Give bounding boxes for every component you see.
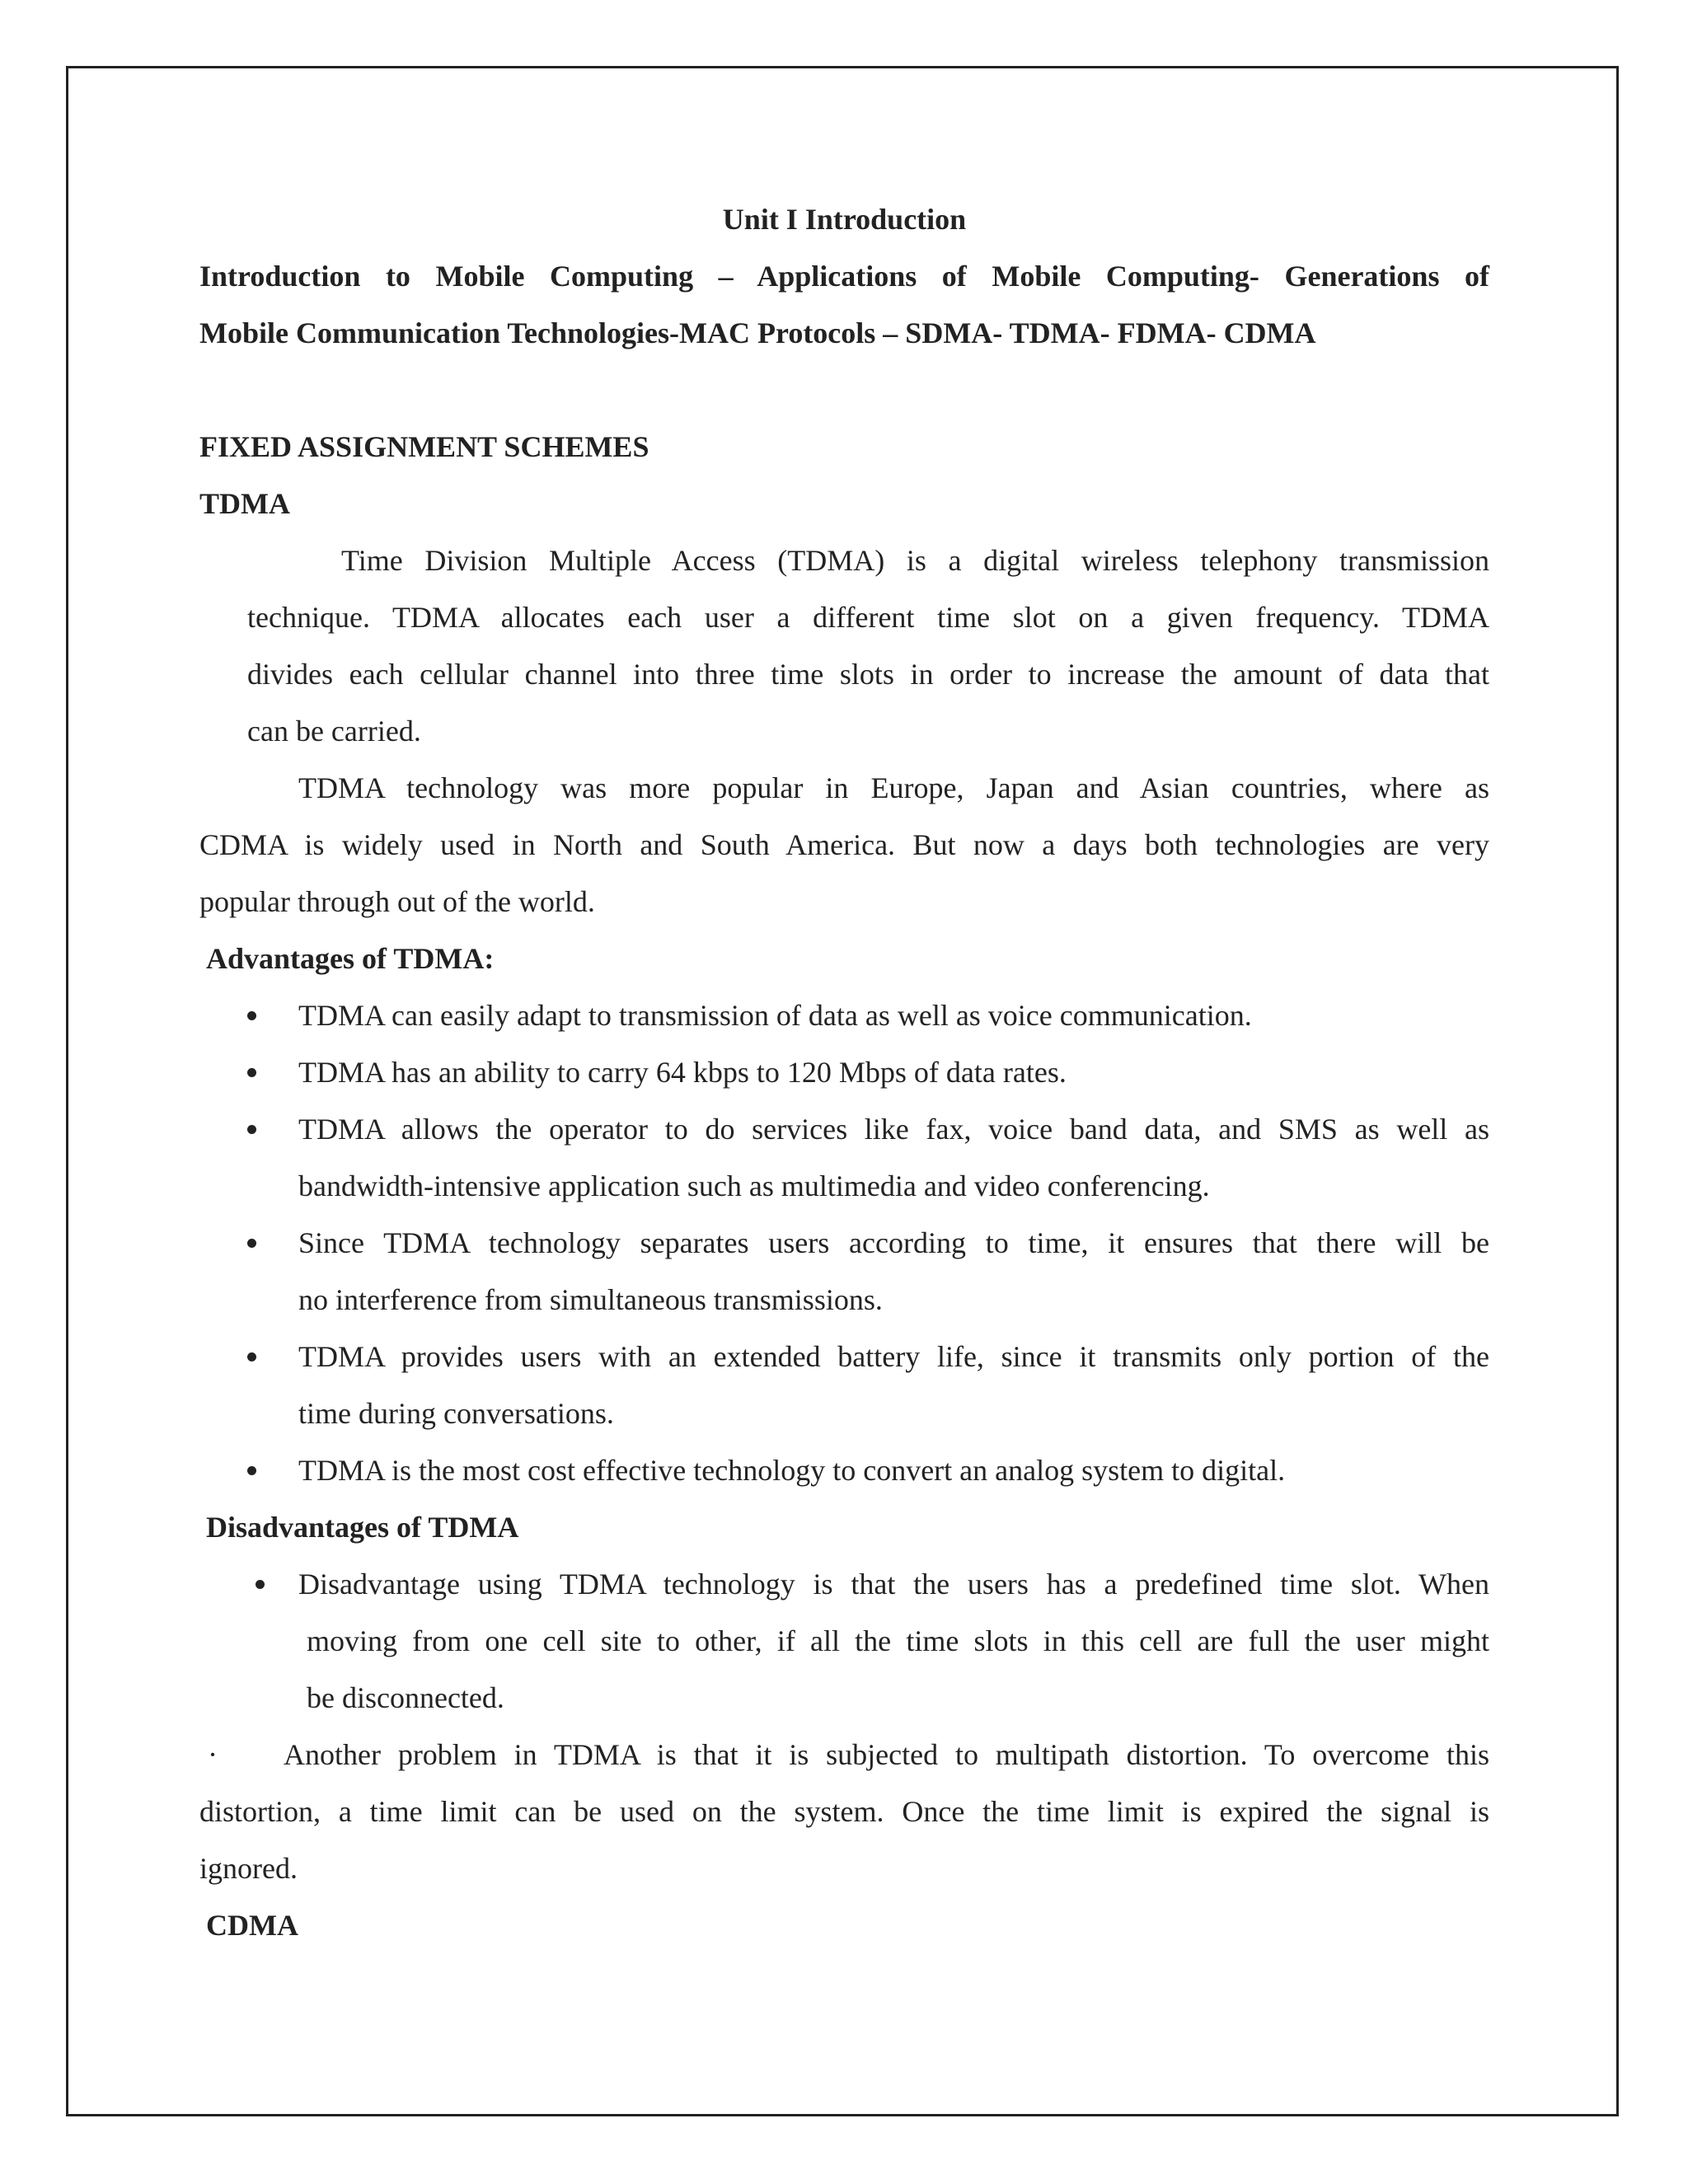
unit-title: Unit I Introduction [722,203,967,236]
document-body [199,191,1489,1954]
bullet-icon [247,1329,272,1385]
second-problem-line-3: ignored. [199,1852,298,1885]
disadvantage-1-line-2: moving from one cell site to other, if all the time slots in this cell are full the user might [307,1624,1489,1657]
bullet-icon [247,987,272,1044]
tdma-paragraph1-line-3: divides each cellular channel into three time slots in order to increase the amount of data that [247,658,1489,691]
list-item [199,987,1489,1044]
list-item [199,1101,1489,1215]
tdma-paragraph1-line-1: Time Division Multiple Access (TDMA) is a digital wireless telephony transmission [341,544,1489,577]
syllabus-line-2: Mobile Communication Technologies-MAC Protocols – SDMA- TDMA- FDMA- CDMA [199,316,1316,349]
second-problem-line-2: distortion, a time limit can be used on the system. Once the time limit is expired the signal is [199,1795,1489,1828]
list-item [199,1329,1489,1442]
list-item [199,1727,1489,1783]
tdma-paragraph2-line-3: popular through out of the world. [199,885,595,918]
middle-dot-marker: · [208,1738,218,1771]
disadvantages-heading: Disadvantages of TDMA [206,1511,519,1544]
advantage-5-line-1: TDMA provides users with an extended battery life, since it transmits only portion of the [298,1340,1489,1373]
advantage-1-line-1: TDMA can easily adapt to transmission of data as well as voice communication. [298,999,1252,1032]
disadvantage-1-line-3: be disconnected. [307,1681,504,1714]
bullet-icon [247,1215,272,1272]
disadvantage-1-line-1: Disadvantage using TDMA technology is that the users has a predefined time slot. When [298,1568,1489,1601]
advantage-3-line-2: bandwidth-intensive application such as multimedia and video conferencing. [298,1169,1210,1202]
advantages-heading: Advantages of TDMA: [206,942,495,975]
bullet-icon [247,1442,272,1499]
tdma-heading: TDMA [199,487,290,520]
cdma-heading: CDMA [206,1909,298,1942]
list-item [199,1044,1489,1101]
advantage-2-line-1: TDMA has an ability to carry 64 kbps to 120 Mbps of data rates. [298,1056,1067,1089]
tdma-paragraph2-line-1: TDMA technology was more popular in Europe, Japan and Asian countries, where as [298,771,1489,804]
list-item [199,1556,1489,1727]
spacer [199,362,1489,419]
syllabus-line-1: Introduction to Mobile Computing – Applications of Mobile Computing- Generations of [199,260,1489,293]
bullet-icon [256,1556,280,1613]
bullet-icon [247,1044,272,1101]
advantage-5-line-2: time during conversations. [298,1397,614,1430]
advantage-4-line-1: Since TDMA technology separates users according to time, it ensures that there will be [298,1226,1489,1259]
list-item [199,1215,1489,1329]
advantage-4-line-2: no interference from simultaneous transmissions. [298,1283,883,1316]
tdma-paragraph1-line-2: technique. TDMA allocates each user a different time slot on a given frequency. TDMA [247,601,1489,634]
tdma-paragraph2-line-2: CDMA is widely used in North and South America. But now a days both technologies are very [199,828,1489,861]
advantage-6-line-1: TDMA is the most cost effective technology to convert an analog system to digital. [298,1454,1286,1487]
bullet-icon [247,1101,272,1158]
tdma-paragraph1-line-4: can be carried. [247,715,421,748]
advantage-3-line-1: TDMA allows the operator to do services like fax, voice band data, and SMS as well as [298,1113,1489,1146]
second-problem-line-1: Another problem in TDMA is that it is subjected to multipath distortion. To overcome this [284,1738,1489,1771]
list-item [199,1442,1489,1499]
section-heading: FIXED ASSIGNMENT SCHEMES [199,430,649,463]
